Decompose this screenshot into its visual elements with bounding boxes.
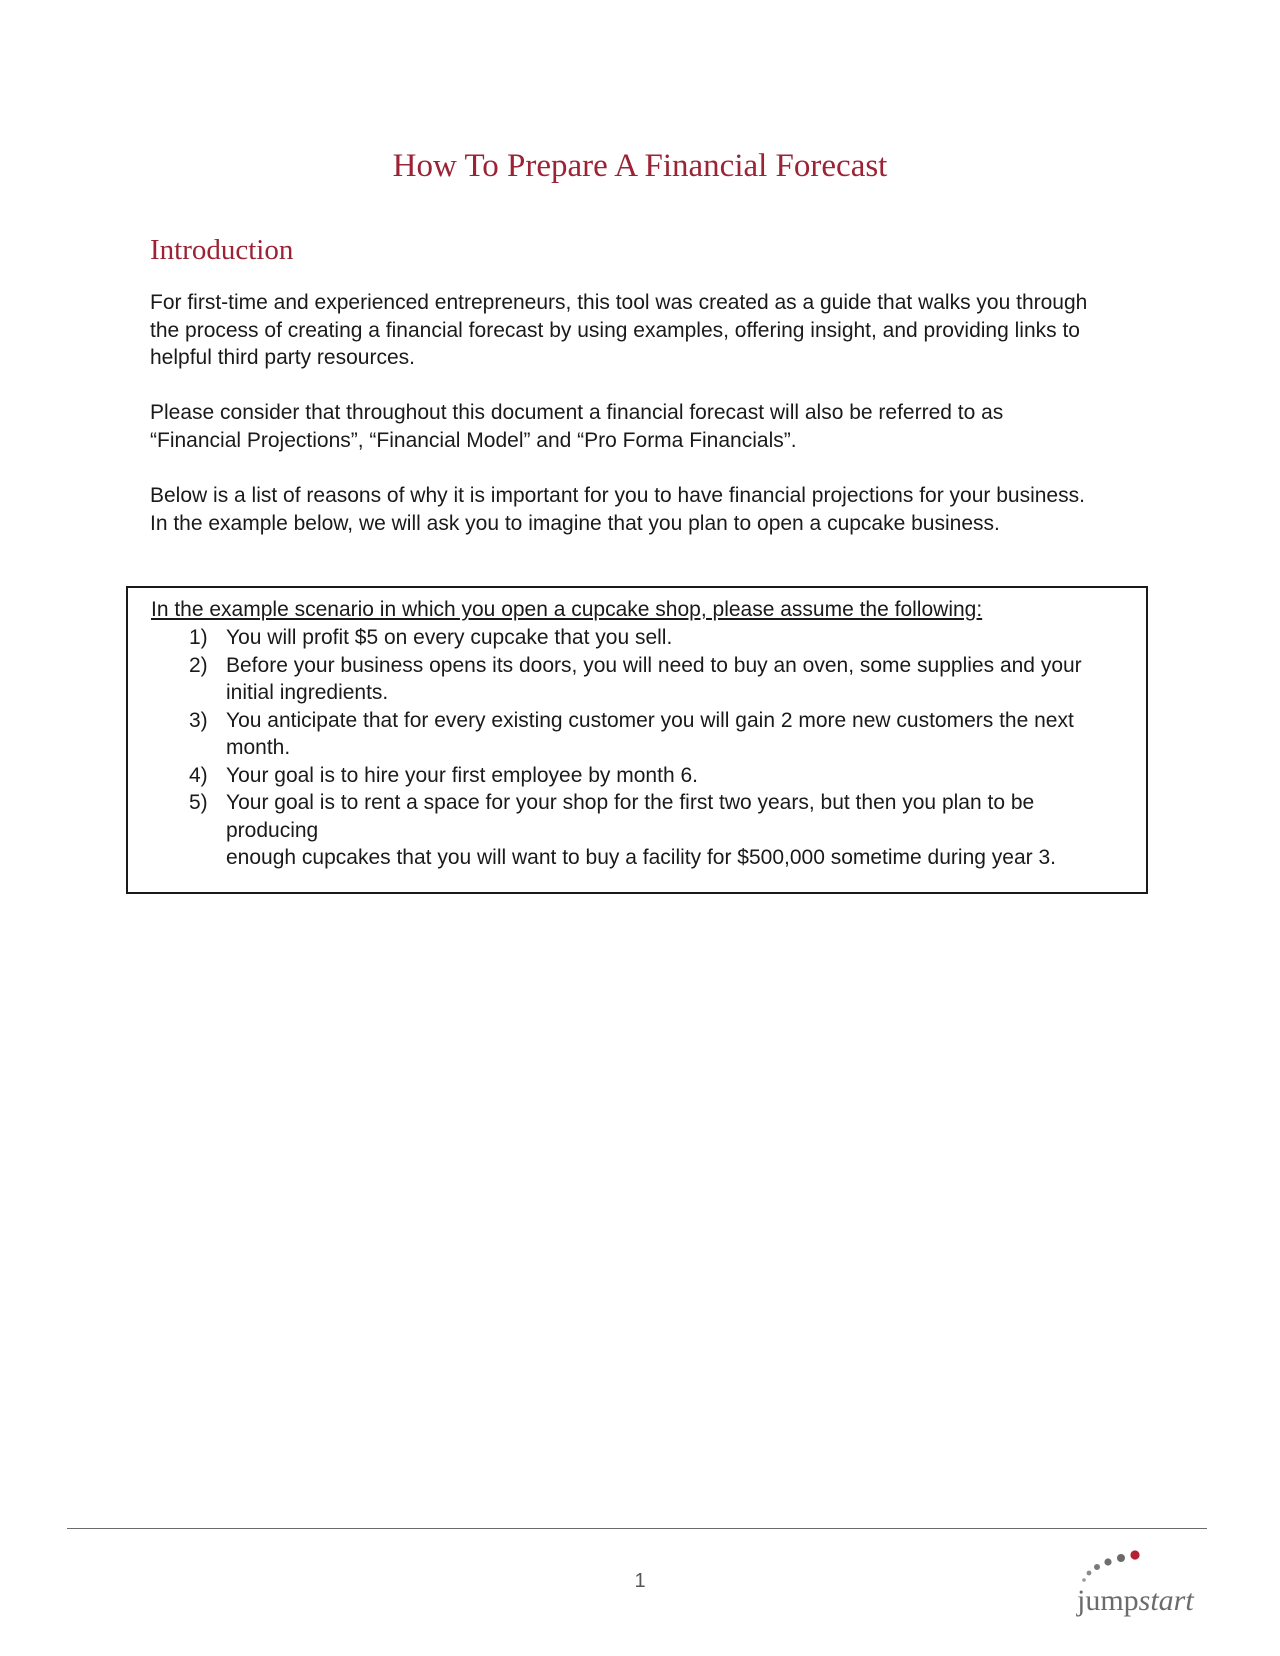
- list-item: [151, 624, 1131, 652]
- scenario-list: [151, 624, 1131, 872]
- logo-dots-icon: [1072, 1548, 1152, 1588]
- list-item: [151, 762, 1131, 790]
- list-item-number: 4): [189, 763, 208, 787]
- scenario-heading: In the example scenario in which you open a cupcake shop, please assume the following:: [151, 598, 983, 621]
- list-item-text: Your goal is to hire your first employee by month 6.: [226, 763, 698, 787]
- section-heading-introduction: Introduction: [150, 234, 294, 266]
- logo-wordmark: [1077, 1584, 1194, 1618]
- intro-paragraph-3: Below is a list of reasons of why it is important for you to have financial projections for your business. In the example below, we will ask you to imagine that you plan to open a cupcake business.: [150, 484, 1085, 535]
- list-item: [151, 789, 1131, 872]
- list-item-text: You anticipate that for every existing customer you will gain 2 more new customers the next month.: [226, 708, 1074, 759]
- list-item-number: 3): [189, 708, 208, 732]
- logo-word-start: start: [1138, 1584, 1194, 1617]
- footer-divider: [67, 1528, 1207, 1529]
- list-item-text: Your goal is to rent a space for your shop for the first two years, but then you plan to be producing: [226, 791, 1035, 842]
- intro-paragraph-2: Please consider that throughout this document a financial forecast will also be referred to as “Financial Projections”, “Financial Model” and “Pro Forma Financials”.: [150, 401, 1004, 452]
- list-item: [151, 707, 1131, 762]
- scenario-box: [126, 586, 1148, 894]
- list-item-continuation: enough cupcakes that you will want to buy a facility for $500,000 sometime during year 3.: [226, 846, 1056, 869]
- list-item-text: Before your business opens its doors, you will need to buy an oven, some supplies and your initial ingredients.: [226, 653, 1082, 704]
- list-item-number: 2): [189, 653, 208, 677]
- list-item-text: You will profit $5 on every cupcake that you sell.: [226, 626, 673, 649]
- list-item-number: 5): [189, 791, 208, 814]
- page-title: How To Prepare A Financial Forecast: [392, 148, 888, 184]
- page-number: 1: [634, 1570, 646, 1592]
- list-item-number: 1): [189, 626, 208, 649]
- jumpstart-logo: [1072, 1548, 1212, 1628]
- intro-paragraph-1: For first-time and experienced entrepreneurs, this tool was created as a guide that walks you through the process of creating a financial forecast by using examples, offering insight, and providing links to helpful third party resources.: [150, 291, 1088, 369]
- list-item: [151, 652, 1131, 707]
- logo-word-jump: jump: [1077, 1584, 1139, 1617]
